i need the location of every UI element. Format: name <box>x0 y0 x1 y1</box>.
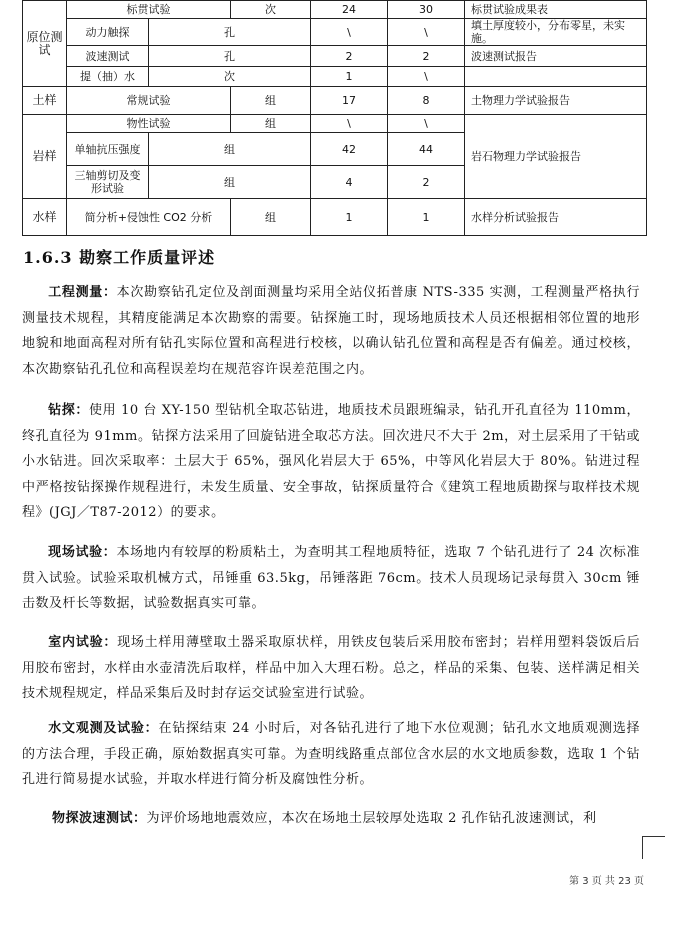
table-row <box>23 199 647 236</box>
done-cell: 44 <box>388 133 465 166</box>
table-row <box>23 67 647 87</box>
unit-cell: 组 <box>231 199 311 236</box>
done-cell: \ <box>388 115 465 133</box>
paragraph-field-test <box>22 540 640 617</box>
paragraph-lab-test <box>22 630 640 707</box>
item-cell: 动力触探 <box>67 19 149 46</box>
planned-cell: 42 <box>311 133 388 166</box>
planned-cell: \ <box>311 19 388 46</box>
done-cell: 2 <box>388 166 465 199</box>
planned-cell: 2 <box>311 46 388 67</box>
unit-cell: 组 <box>149 166 311 199</box>
paragraph-text: 本次勘察钻孔定位及剖面测量均采用全站仪拓普康 NTS-335 实测，工程测量严格执行测量技术规程，其精度能满足本次勘察的需要。钻探施工时，现场地质技术人员还根据相邻位置的地形地貌和地面高程对所有钻孔实际位置和高程进行校核，以确认钻孔位置和高程是否有偏差。通过校核，本次勘察钻孔孔位和高程误差均在规范容许误差范围之内。 <box>22 285 640 377</box>
result-cell: 波速测试报告 <box>465 46 647 67</box>
item-cell: 物性试验 <box>67 115 231 133</box>
done-cell: \ <box>388 19 465 46</box>
unit-cell: 组 <box>231 115 311 133</box>
item-cell: 常规试验 <box>67 87 231 115</box>
planned-cell: 24 <box>311 1 388 19</box>
result-cell: 填土厚度较小，分布零星，未实施。 <box>465 19 647 46</box>
done-cell: \ <box>388 67 465 87</box>
planned-cell: 1 <box>311 199 388 236</box>
paragraph-text: 为评价场地地震效应，本次在场地土层较厚处选取 2 孔作钻孔波速测试，利 <box>146 811 597 826</box>
planned-cell: 1 <box>311 67 388 87</box>
paragraph-lead: 钻探： <box>48 403 90 418</box>
paragraph-lead: 现场试验： <box>48 545 117 560</box>
unit-cell: 组 <box>149 133 311 166</box>
paragraph-engineering-survey <box>22 280 640 382</box>
paragraph-text: 在钻探结束 24 小时后，对各钻孔进行了地下水位观测；钻孔水文地质观测选择的方法合理，手段正确，原始数据真实可靠。为查明线路重点部位含水层的水文地质参数，选取 1 个钻孔进行简易提水试验，并取水样进行简分析及腐蚀性分析。 <box>22 721 640 787</box>
paragraph-lead: 工程测量： <box>48 285 117 300</box>
unit-cell: 孔 <box>149 46 311 67</box>
result-cell: 土物理力学试验报告 <box>465 87 647 115</box>
result-cell: 标贯试验成果表 <box>465 1 647 19</box>
unit-cell: 次 <box>149 67 311 87</box>
page-corner-mark <box>642 836 665 859</box>
done-cell: 8 <box>388 87 465 115</box>
item-cell: 波速测试 <box>67 46 149 67</box>
unit-cell: 孔 <box>149 19 311 46</box>
paragraph-lead: 室内试验： <box>48 635 118 650</box>
unit-cell: 组 <box>231 87 311 115</box>
item-cell: 标贯试验 <box>67 1 231 19</box>
paragraph-text: 本场地内有较厚的粉质粘土，为查明其工程地质特征，选取 7 个钻孔进行了 24 次标准贯入试验。试验采取机械方式，吊锤重 63.5kg，吊锤落距 76cm。技术人员现场记录每贯入 30cm 锤击数及杆长等数据，试验数据真实可靠。 <box>22 545 640 611</box>
table-row <box>23 46 647 67</box>
category-cell: 原位测试 <box>23 1 67 87</box>
page-number-footer: 第 3 页 共 23 页 <box>569 876 644 887</box>
category-cell: 岩样 <box>23 115 67 199</box>
category-cell: 土样 <box>23 87 67 115</box>
section-heading: 1.6.3 勘察工作质量评述 <box>23 248 216 267</box>
paragraph-wave-speed <box>22 806 640 832</box>
planned-cell: 4 <box>311 166 388 199</box>
table-row <box>23 115 647 133</box>
unit-cell: 次 <box>231 1 311 19</box>
item-cell: 提（抽）水 <box>67 67 149 87</box>
done-cell: 30 <box>388 1 465 19</box>
paragraph-drilling <box>22 398 640 526</box>
survey-work-table <box>22 0 647 236</box>
item-cell: 单轴抗压强度 <box>67 133 149 166</box>
planned-cell: 17 <box>311 87 388 115</box>
category-cell: 水样 <box>23 199 67 236</box>
table-row <box>23 1 647 19</box>
paragraph-lead: 物探波速测试： <box>52 811 147 826</box>
result-cell <box>465 67 647 87</box>
table-row <box>23 19 647 46</box>
paragraph-text: 使用 10 台 XY-150 型钻机全取芯钻进，地质技术员跟班编录，钻孔开孔直径为 110mm，终孔直径为 91mm。钻探方法采用了回旋钻进全取芯方法。回次进尺不大于 2m，对土层采用了干钻或小水钻进。回次采取率：土层大于 65%，强风化岩层大于 65%，中等风化岩层大于 80%。钻进过程中严格按钻探操作规程进行，未发生质量、安全事故，钻探质量符合《建筑工程地质勘探与取样技术规程》(JGJ／T87-2012）的要求。 <box>22 403 640 520</box>
paragraph-text: 现场土样用薄壁取土器采取原状样，用铁皮包装后采用胶布密封；岩样用塑料袋饭后后用胶布密封，水样由水壶清洗后取样，样品中加入大理石粉。总之，样品的采集、包装、送样满足相关技术规程规定，样品采集后及时封存运交试验室进行试验。 <box>22 635 640 701</box>
planned-cell: \ <box>311 115 388 133</box>
item-cell: 简分析+侵蚀性 CO2 分析 <box>67 199 231 236</box>
result-cell: 岩石物理力学试验报告 <box>465 115 647 199</box>
table-row <box>23 87 647 115</box>
paragraph-hydro <box>22 716 640 793</box>
result-cell: 水样分析试验报告 <box>465 199 647 236</box>
item-cell: 三轴剪切及变形试验 <box>67 166 149 199</box>
paragraph-lead: 水文观测及试验： <box>48 721 159 736</box>
done-cell: 2 <box>388 46 465 67</box>
done-cell: 1 <box>388 199 465 236</box>
